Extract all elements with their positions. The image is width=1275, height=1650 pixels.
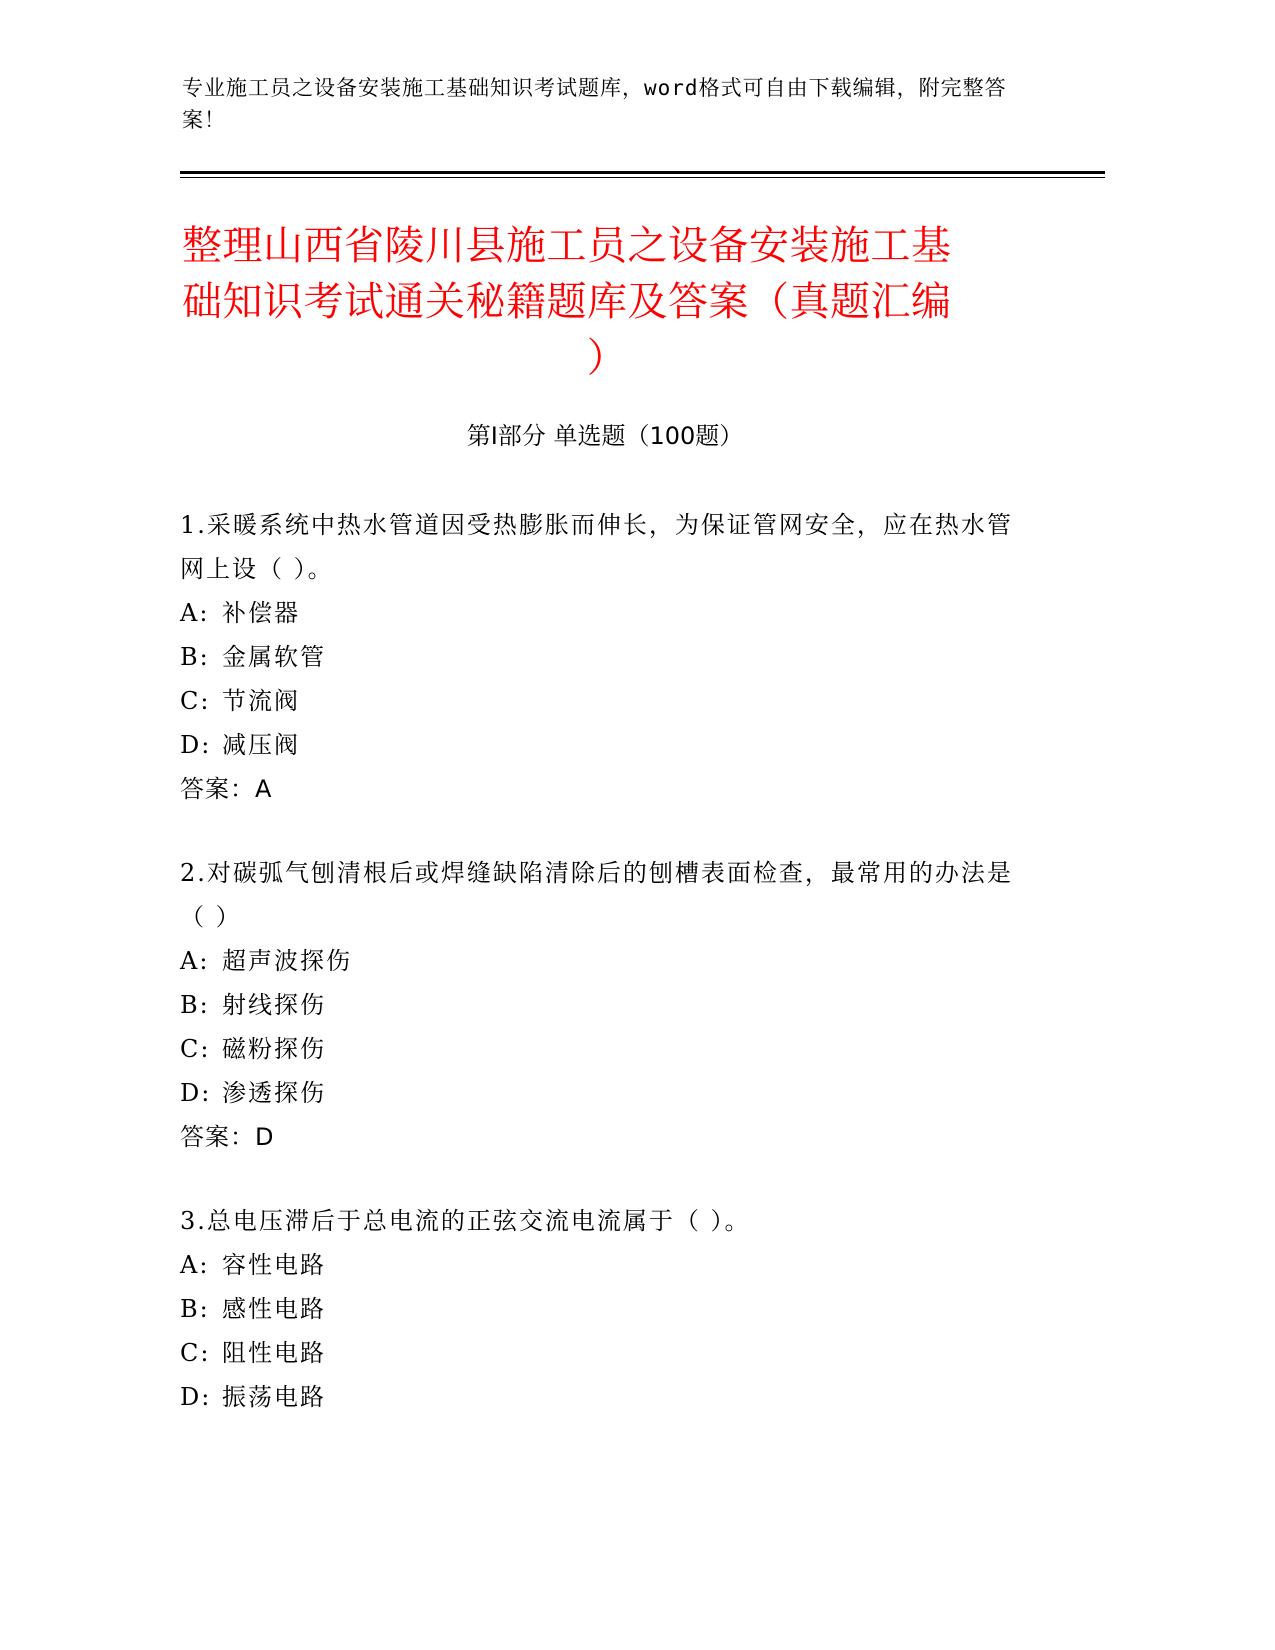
option-b <box>180 635 1020 679</box>
option-a <box>180 591 1020 635</box>
option-key: A: <box>180 599 210 627</box>
header-rule-thick <box>180 171 1105 174</box>
option-text: 阻性电路 <box>222 1339 326 1367</box>
option-key: A: <box>180 947 210 975</box>
answer-label: 答案：A <box>180 775 273 803</box>
option-key: C: <box>180 1339 211 1367</box>
option-text: 减压阀 <box>222 731 300 759</box>
question-3 <box>180 1199 1020 1419</box>
option-d <box>180 1071 1020 1115</box>
option-c <box>180 1027 1020 1071</box>
option-a <box>180 939 1020 983</box>
option-d <box>180 1375 1020 1419</box>
option-text: 感性电路 <box>222 1295 326 1323</box>
answer-label: 答案：D <box>180 1123 275 1151</box>
question-stem: 3.总电压滞后于总电流的正弦交流电流属于（ ）。 <box>180 1207 751 1235</box>
option-text: 容性电路 <box>222 1251 326 1279</box>
document-title <box>182 218 1032 386</box>
question-2 <box>180 851 1020 1159</box>
option-key: C: <box>180 687 211 715</box>
option-text: 超声波探伤 <box>222 947 352 975</box>
header-note: 专业施工员之设备安装施工基础知识考试题库，word格式可自由下载编辑，附完整答案！ <box>182 76 1007 132</box>
option-b <box>180 1287 1020 1331</box>
option-text: 补偿器 <box>222 599 300 627</box>
option-text: 磁粉探伤 <box>222 1035 326 1063</box>
document-title-line-2: 础知识考试通关秘籍题库及答案（真题汇编 <box>182 279 952 325</box>
option-key: C: <box>180 1035 211 1063</box>
option-key: B: <box>180 643 210 671</box>
option-d <box>180 723 1020 767</box>
option-key: D: <box>180 1079 212 1107</box>
option-a <box>180 1243 1020 1287</box>
section-heading: 第Ⅰ部分 单选题（100题） <box>466 422 744 450</box>
question-1 <box>180 503 1020 811</box>
option-text: 振荡电路 <box>222 1383 326 1411</box>
option-text: 渗透探伤 <box>222 1079 326 1107</box>
document-title-line-3: ） <box>586 335 628 381</box>
option-key: D: <box>180 1383 212 1411</box>
option-c <box>180 1331 1020 1375</box>
option-key: D: <box>180 731 212 759</box>
option-b <box>180 983 1020 1027</box>
option-text: 金属软管 <box>222 643 326 671</box>
header-rule-thin <box>180 177 1105 178</box>
option-key: B: <box>180 1295 210 1323</box>
option-key: A: <box>180 1251 210 1279</box>
option-key: B: <box>180 991 210 1019</box>
option-c <box>180 679 1020 723</box>
question-stem: 2.对碳弧气刨清根后或焊缝缺陷清除后的刨槽表面检查，最常用的办法是（ ） <box>180 859 1013 931</box>
option-text: 节流阀 <box>222 687 300 715</box>
document-title-line-1: 整理山西省陵川县施工员之设备安装施工基 <box>182 223 952 269</box>
question-stem: 1.采暖系统中热水管道因受热膨胀而伸长，为保证管网安全，应在热水管网上设（ ）。 <box>180 511 1013 583</box>
option-text: 射线探伤 <box>222 991 326 1019</box>
